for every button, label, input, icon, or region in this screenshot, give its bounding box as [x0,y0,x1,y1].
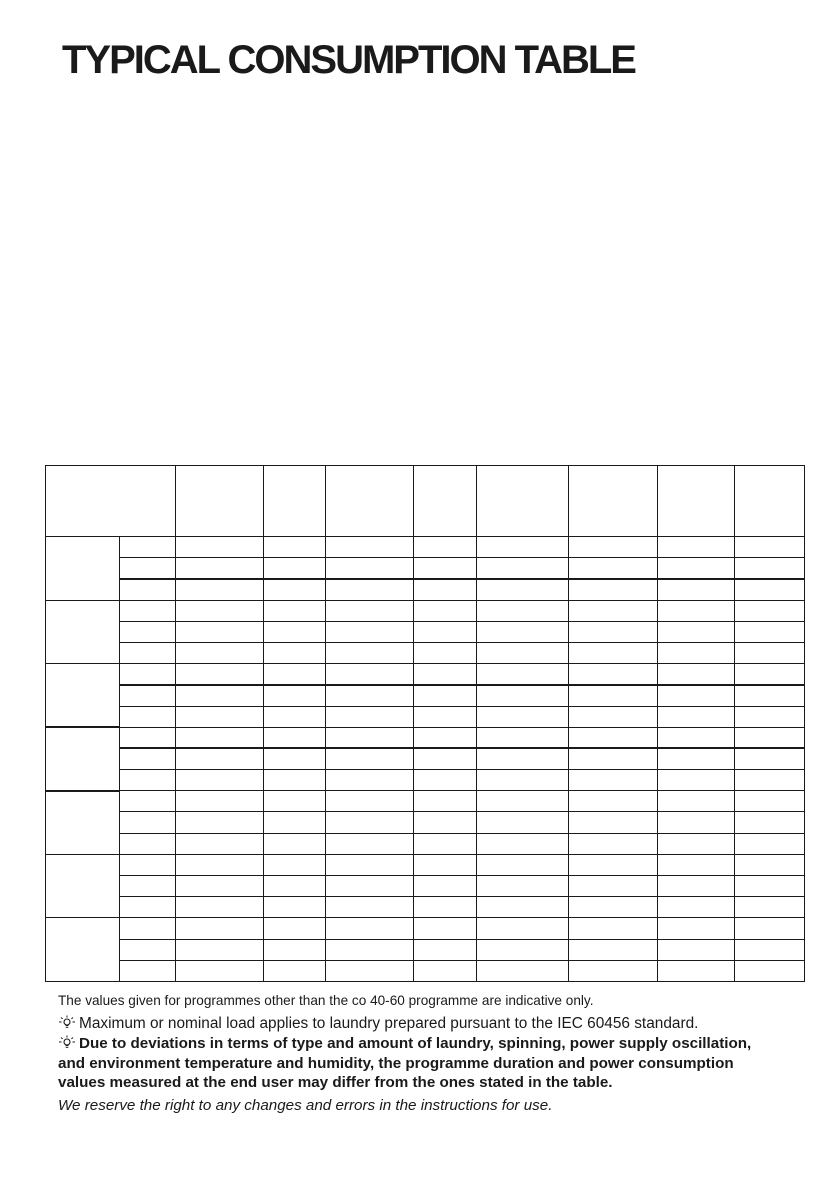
header-cell [569,466,658,537]
table-cell [176,748,264,769]
table-cell [477,621,569,642]
table-row [46,642,805,663]
table-row [46,854,805,875]
table-cell [326,579,414,600]
table-cell [735,918,805,939]
table-cell [735,748,805,769]
sub-row-cell [120,558,176,579]
table-cell [264,558,326,579]
sub-row-cell [120,706,176,727]
table-cell [658,727,735,748]
sub-row-cell [120,770,176,791]
table-cell [326,791,414,812]
notes-section [58,991,778,1115]
table-cell [477,664,569,685]
table-cell [176,918,264,939]
sub-row-cell [120,833,176,854]
table-cell [569,770,658,791]
table-cell [414,664,477,685]
max-load-text: Maximum or nominal load applies to laundry prepared pursuant to the IEC 60456 standard. [79,1015,699,1032]
table-cell [658,791,735,812]
table-cell [658,685,735,706]
table-cell [569,664,658,685]
table-cell [414,537,477,558]
table-cell [569,791,658,812]
header-cell [414,466,477,537]
table-cell [176,812,264,833]
table-cell [658,579,735,600]
table-cell [477,812,569,833]
table-cell [176,897,264,918]
table-cell [735,579,805,600]
indicative-note: The values given for programmes other than the co 40-60 programme are indicative only. [58,993,594,1008]
table-cell [658,748,735,769]
table-cell [326,727,414,748]
table-cell [735,939,805,960]
table-cell [176,600,264,621]
table-cell [176,685,264,706]
table-cell [477,685,569,706]
table-row [46,727,805,748]
header-cell [326,466,414,537]
table-cell [326,812,414,833]
table-cell [414,558,477,579]
table-cell [414,727,477,748]
table-cell [735,727,805,748]
table-cell [658,537,735,558]
table-cell [477,706,569,727]
table-row [46,897,805,918]
table-cell [735,854,805,875]
table-cell [264,918,326,939]
table-cell [569,642,658,663]
table-cell [264,770,326,791]
table-cell [414,770,477,791]
sub-row-cell [120,791,176,812]
table-cell [326,537,414,558]
table-row [46,579,805,600]
sub-row-cell [120,939,176,960]
table-cell [414,579,477,600]
table-cell [414,833,477,854]
sub-row-cell [120,621,176,642]
table-cell [176,706,264,727]
header-cell [735,466,805,537]
table-cell [658,642,735,663]
table-cell [414,918,477,939]
table-cell [414,685,477,706]
table-cell [735,960,805,981]
table-cell [176,939,264,960]
table-cell [735,791,805,812]
table-cell [569,621,658,642]
table-cell [264,876,326,897]
lightbulb-icon [58,1015,76,1030]
table-cell [569,748,658,769]
table-cell [414,748,477,769]
table-cell [658,558,735,579]
table-cell [176,727,264,748]
table-cell [735,600,805,621]
table-cell [735,537,805,558]
table-row [46,621,805,642]
programme-cell [46,664,120,728]
header-cell [477,466,569,537]
table-cell [176,876,264,897]
table-cell [326,833,414,854]
table-cell [477,960,569,981]
table-cell [569,960,658,981]
table-cell [326,960,414,981]
table-cell [264,664,326,685]
table-cell [414,621,477,642]
table-cell [264,600,326,621]
programme-cell [46,854,120,918]
page-title: TYPICAL CONSUMPTION TABLE [62,38,635,82]
consumption-table [45,465,805,982]
table-cell [658,854,735,875]
programme-cell [46,918,120,982]
table-cell [735,558,805,579]
table-cell [326,918,414,939]
table-row [46,664,805,685]
table-cell [264,833,326,854]
header-cell [46,466,176,537]
table-cell [735,664,805,685]
table-cell [569,727,658,748]
table-cell [658,600,735,621]
header-cell [658,466,735,537]
table-cell [176,537,264,558]
table-cell [264,706,326,727]
table-cell [264,939,326,960]
table-cell [176,642,264,663]
table-cell [414,600,477,621]
programme-cell [46,791,120,855]
table-row [46,876,805,897]
table-cell [658,897,735,918]
table-cell [658,812,735,833]
table-cell [326,706,414,727]
table-cell [477,918,569,939]
table-cell [569,579,658,600]
table-cell [477,579,569,600]
table-cell [658,833,735,854]
table-cell [569,600,658,621]
table-cell [658,621,735,642]
table-cell [477,600,569,621]
table-cell [414,854,477,875]
table-cell [264,748,326,769]
table-cell [414,876,477,897]
table-cell [735,897,805,918]
table-cell [176,558,264,579]
sub-row-cell [120,579,176,600]
table-cell [264,791,326,812]
table-row [46,706,805,727]
max-load-note [58,1013,778,1034]
sub-row-cell [120,685,176,706]
sub-row-cell [120,854,176,875]
table-cell [414,960,477,981]
table-cell [414,897,477,918]
table-cell [264,812,326,833]
table-cell [414,939,477,960]
table-cell [569,854,658,875]
table-cell [569,939,658,960]
table-row [46,537,805,558]
table-cell [264,727,326,748]
table-cell [264,685,326,706]
table-cell [569,685,658,706]
table-cell [264,621,326,642]
table-cell [176,960,264,981]
table-cell [735,642,805,663]
table-cell [477,748,569,769]
table-cell [326,685,414,706]
table-cell [264,960,326,981]
table-cell [326,897,414,918]
programme-cell [46,600,120,664]
table-row [46,770,805,791]
sub-row-cell [120,960,176,981]
sub-row-cell [120,812,176,833]
table-cell [569,876,658,897]
header-cell [176,466,264,537]
table-cell [569,833,658,854]
table-cell [477,897,569,918]
table-cell [477,727,569,748]
table-cell [176,833,264,854]
table-cell [477,939,569,960]
table-cell [264,854,326,875]
table-cell [477,558,569,579]
table-cell [176,621,264,642]
deviations-text: Due to deviations in terms of type and amount of laundry, spinning, power supply oscillation, and environment temperature and humidity, the programme duration and power consumption values measured at the end user may differ from the ones stated in the table. [58,1035,752,1091]
table-row [46,960,805,981]
table-cell [658,960,735,981]
table-cell [326,600,414,621]
table-row [46,600,805,621]
table-cell [658,706,735,727]
deviations-note [58,1034,778,1093]
table-cell [569,812,658,833]
table-cell [477,854,569,875]
table-row [46,918,805,939]
sub-row-cell [120,642,176,663]
table-cell [735,770,805,791]
table-row [46,939,805,960]
table-cell [735,685,805,706]
programme-cell [46,537,120,601]
table-cell [477,833,569,854]
table-cell [326,939,414,960]
table-row [46,833,805,854]
table-cell [326,748,414,769]
lightbulb-icon [58,1035,76,1050]
table-cell [477,876,569,897]
table-cell [264,537,326,558]
table-cell [326,642,414,663]
table-cell [264,897,326,918]
table-row [46,748,805,769]
table-cell [477,642,569,663]
table-header-row [46,466,805,537]
table-cell [735,876,805,897]
table-cell [569,918,658,939]
table-cell [735,706,805,727]
table-cell [326,770,414,791]
sub-row-cell [120,876,176,897]
table-cell [414,642,477,663]
sub-row-cell [120,664,176,685]
table-cell [326,854,414,875]
sub-row-cell [120,897,176,918]
table-cell [176,854,264,875]
table-cell [326,558,414,579]
header-cell [264,466,326,537]
table-cell [414,791,477,812]
table-cell [477,791,569,812]
table-cell [176,770,264,791]
table-cell [176,791,264,812]
table-cell [477,770,569,791]
table-cell [658,664,735,685]
table-cell [658,918,735,939]
table-cell [735,812,805,833]
sub-row-cell [120,537,176,558]
sub-row-cell [120,918,176,939]
reserve-note: We reserve the right to any changes and errors in the instructions for use. [58,1096,553,1114]
table-cell [477,537,569,558]
sub-row-cell [120,748,176,769]
table-cell [414,812,477,833]
table-cell [264,642,326,663]
table-row [46,685,805,706]
table-cell [569,897,658,918]
table-cell [569,537,658,558]
table-cell [176,664,264,685]
table-cell [176,579,264,600]
table-row [46,558,805,579]
table-cell [658,939,735,960]
table-cell [658,876,735,897]
table-cell [326,664,414,685]
table-cell [264,579,326,600]
table-cell [414,706,477,727]
sub-row-cell [120,727,176,748]
table-cell [569,706,658,727]
table-cell [658,770,735,791]
table-cell [569,558,658,579]
table-cell [326,621,414,642]
table-cell [735,833,805,854]
table-row [46,791,805,812]
table-row [46,812,805,833]
sub-row-cell [120,600,176,621]
programme-cell [46,727,120,791]
table-cell [735,621,805,642]
table-cell [326,876,414,897]
